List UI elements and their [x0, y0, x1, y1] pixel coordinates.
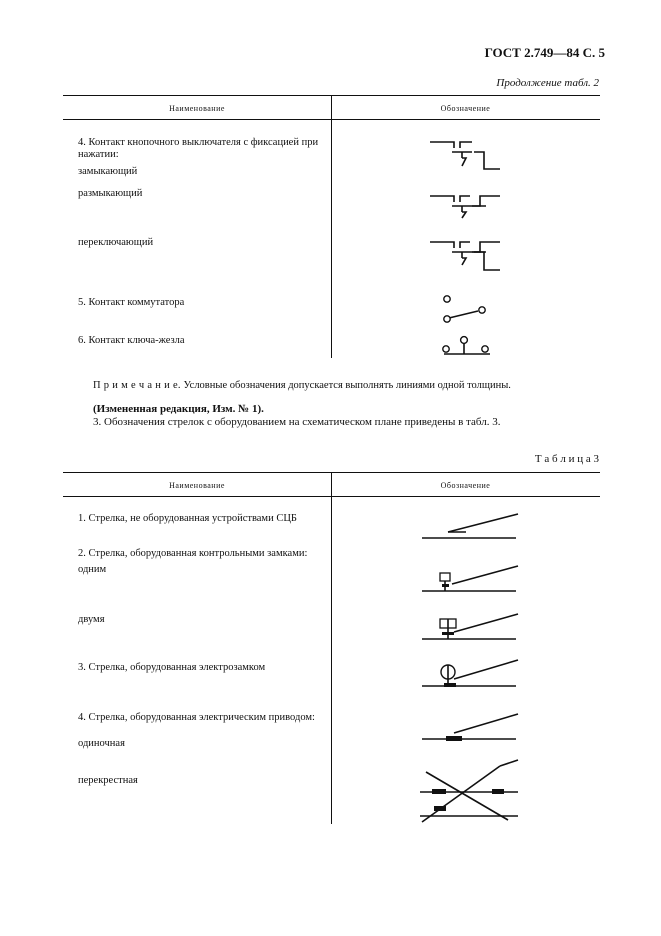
- table2-row-4-closing: замыкающий: [78, 166, 138, 177]
- table2-col-name-header: Наименование: [169, 104, 225, 113]
- table3-col-symbol-header: Обозначение: [440, 481, 491, 490]
- table3-row-4-single: одиночная: [78, 738, 125, 749]
- table2-row-4-changeover: переключающий: [78, 237, 154, 248]
- table3-row-1: 1. Стрелка, не оборудованная устройствами СЦБ: [78, 513, 297, 524]
- table3-row-2-two: двумя: [78, 614, 105, 625]
- single-electric-drive-switch-symbol: [418, 711, 524, 743]
- crossover-electric-drive-symbol: [418, 758, 524, 822]
- commutator-contact-symbol: [438, 292, 498, 326]
- changeover-pushbutton-contact-symbol: [428, 234, 508, 280]
- table2-row-4-opening: размыкающий: [78, 188, 143, 199]
- table3-row-2-one: одним: [78, 564, 107, 575]
- amendment-note: (Измененная редакция, Изм. № 1).: [93, 403, 264, 415]
- table2-row-5: 5. Контакт коммутатора: [78, 297, 185, 308]
- plain-switch-symbol: [418, 510, 524, 542]
- note-paragraph: П р и м е ч а н и е. Условные обозначения допускается выполнять линиями одной толщины.: [93, 380, 511, 391]
- table2-column-divider: [331, 95, 332, 358]
- closing-pushbutton-contact-symbol: [428, 136, 508, 176]
- table3-row-4-title: 4. Стрелка, оборудованная электрическим приводом:: [78, 712, 315, 723]
- table3-col-name-header: Наименование: [169, 481, 225, 490]
- table-continuation-label: Продолжение табл. 2: [496, 77, 599, 89]
- staff-key-contact-symbol: [438, 334, 500, 360]
- table3-column-divider: [331, 472, 332, 824]
- paragraph-3: 3. Обозначения стрелок с оборудованием на схематическом плане приведены в табл. 3.: [93, 416, 501, 428]
- table3-caption: Т а б л и ц а 3: [534, 453, 599, 465]
- table3-row-2-title: 2. Стрелка, оборудованная контрольными замками:: [78, 548, 308, 559]
- switch-electric-lock-symbol: [418, 656, 524, 690]
- opening-pushbutton-contact-symbol: [428, 186, 508, 226]
- table3-row-4-crossover: перекрестная: [78, 775, 138, 786]
- table2-col-symbol-header: Обозначение: [440, 104, 491, 113]
- switch-one-lock-symbol: [418, 563, 524, 595]
- table2-row-4-title: 4. Контакт кнопочного выключателя с фиксацией при нажатии:: [78, 137, 319, 160]
- page-header: ГОСТ 2.749—84 С. 5: [484, 45, 605, 60]
- table3-row-3: 3. Стрелка, оборудованная электрозамком: [78, 662, 266, 673]
- table2-row-6: 6. Контакт ключа-жезла: [78, 335, 185, 346]
- switch-two-locks-symbol: [418, 611, 524, 643]
